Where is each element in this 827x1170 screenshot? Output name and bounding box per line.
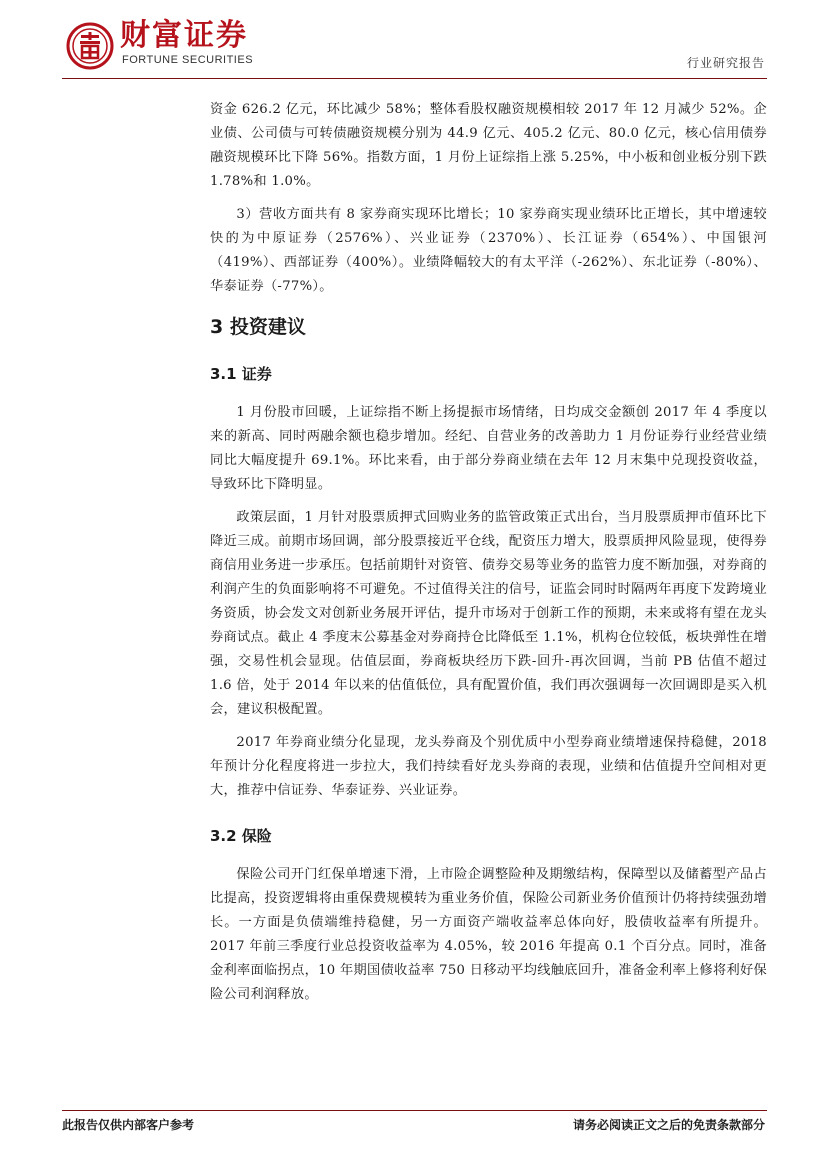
subsection-heading-insurance: 3.2 保险 <box>210 827 272 845</box>
fortune-securities-logo-icon <box>66 22 114 70</box>
report-type-label: 行业研究报告 <box>686 56 765 70</box>
page-header <box>0 0 827 80</box>
paragraph-revenue-point: 3）营收方面共有 8 家券商实现环比增长；10 家券商实现业绩环比正增长，其中增速较快的为中原证券（2576%）、兴业证券（2370%）、长江证券（654%）、中国银河（419%）、西部证券（400%）。业绩降幅较大的有太平洋（-262%）、东北证券（-80%）、华泰证券（-77%）。 <box>210 207 767 294</box>
paragraph-insurance: 保险公司开门红保单增速下滑，上市险企调整险种及期缴结构，保障型以及储蓄型产品占比提高，投资逻辑将由重保费规模转为重业务价值，保险公司新业务价值预计仍将持续强劲增长。一方面是负债端维持稳健，另一方面资产端收益率总体向好，股债收益率有所提升。2017 年前三季度行业总投资收益率为 4.05%，较 2016 年提高 0.1 个百分点。同时，准备金利率面临拐点，10 年期国债收益率 750 日移动平均线触底回升，准备金利率上修将利好保险公司利润释放。 <box>210 867 767 1002</box>
brand-name-cn: 财富证券 <box>120 18 248 53</box>
document-body <box>210 98 767 1016</box>
header-divider <box>62 78 767 79</box>
section-heading-investment-advice: 3 投资建议 <box>210 316 306 338</box>
subsection-heading-securities: 3.1 证券 <box>210 365 272 383</box>
footer-disclaimer-notice: 请务必阅读正文之后的免责条款部分 <box>572 1118 765 1132</box>
footer-divider <box>62 1110 767 1111</box>
paragraph-securities-recommendation: 2017 年券商业绩分化显现，龙头券商及个别优质中小型券商业绩增速保持稳健，2018 年预计分化程度将进一步拉大，我们持续看好龙头券商的表现，业绩和估值提升空间相对更大，推荐中信证券、华泰证券、兴业证券。 <box>210 735 767 798</box>
paragraph-securities-policy: 政策层面，1 月针对股票质押式回购业务的监管政策正式出台，当月股票质押市值环比下降近三成。前期市场回调，部分股票接近平仓线，配资压力增大，股票质押风险显现，使得券商信用业务进一步承压。包括前期针对资管、债券交易等业务的监管力度不断加强，对券商的利润产生的负面影响将不可避免。不过值得关注的信号，证监会同时时隔两年再度下发跨境业务资质，协会发文对创新业务展开评估，提升市场对于创新工作的预期，未来或将有望在龙头券商试点。截止 4 季度末公募基金对券商持仓比降低至 1.1%，机构仓位较低，板块弹性在增强，交易性机会显现。估值层面，券商板块经历下跌-回升-再次回调，当前 PB 估值不超过 1.6 倍，处于 2014 年以来的估值低位，具有配置价值，我们再次强调每一次回调即是买入机会，建议积极配置。 <box>210 510 767 717</box>
brand-name-en: FORTUNE SECURITIES <box>122 54 254 66</box>
footer-internal-notice: 此报告仅供内部客户参考 <box>62 1118 195 1132</box>
paragraph-financing-summary: 资金 626.2 亿元，环比减少 58%；整体看股权融资规模相较 2017 年 12 月减少 52%。企业债、公司债与可转债融资规模分别为 44.9 亿元、405.2 亿元、80.0 亿元，核心信用债券融资规模环比下降 56%。指数方面，1 月份上证综指上涨 5.25%，中小板和创业板分别下跌 1.78%和 1.0%。 <box>210 102 767 189</box>
paragraph-securities-market: 1 月份股市回暖，上证综指不断上扬提振市场情绪，日均成交金额创 2017 年 4 季度以来的新高、同时两融余额也稳步增加。经纪、自营业务的改善助力 1 月份证券行业经营业绩同比大幅度提升 69.1%。环比来看，由于部分券商业绩在去年 12 月末集中兑现投资收益，导致环比下降明显。 <box>210 405 767 492</box>
